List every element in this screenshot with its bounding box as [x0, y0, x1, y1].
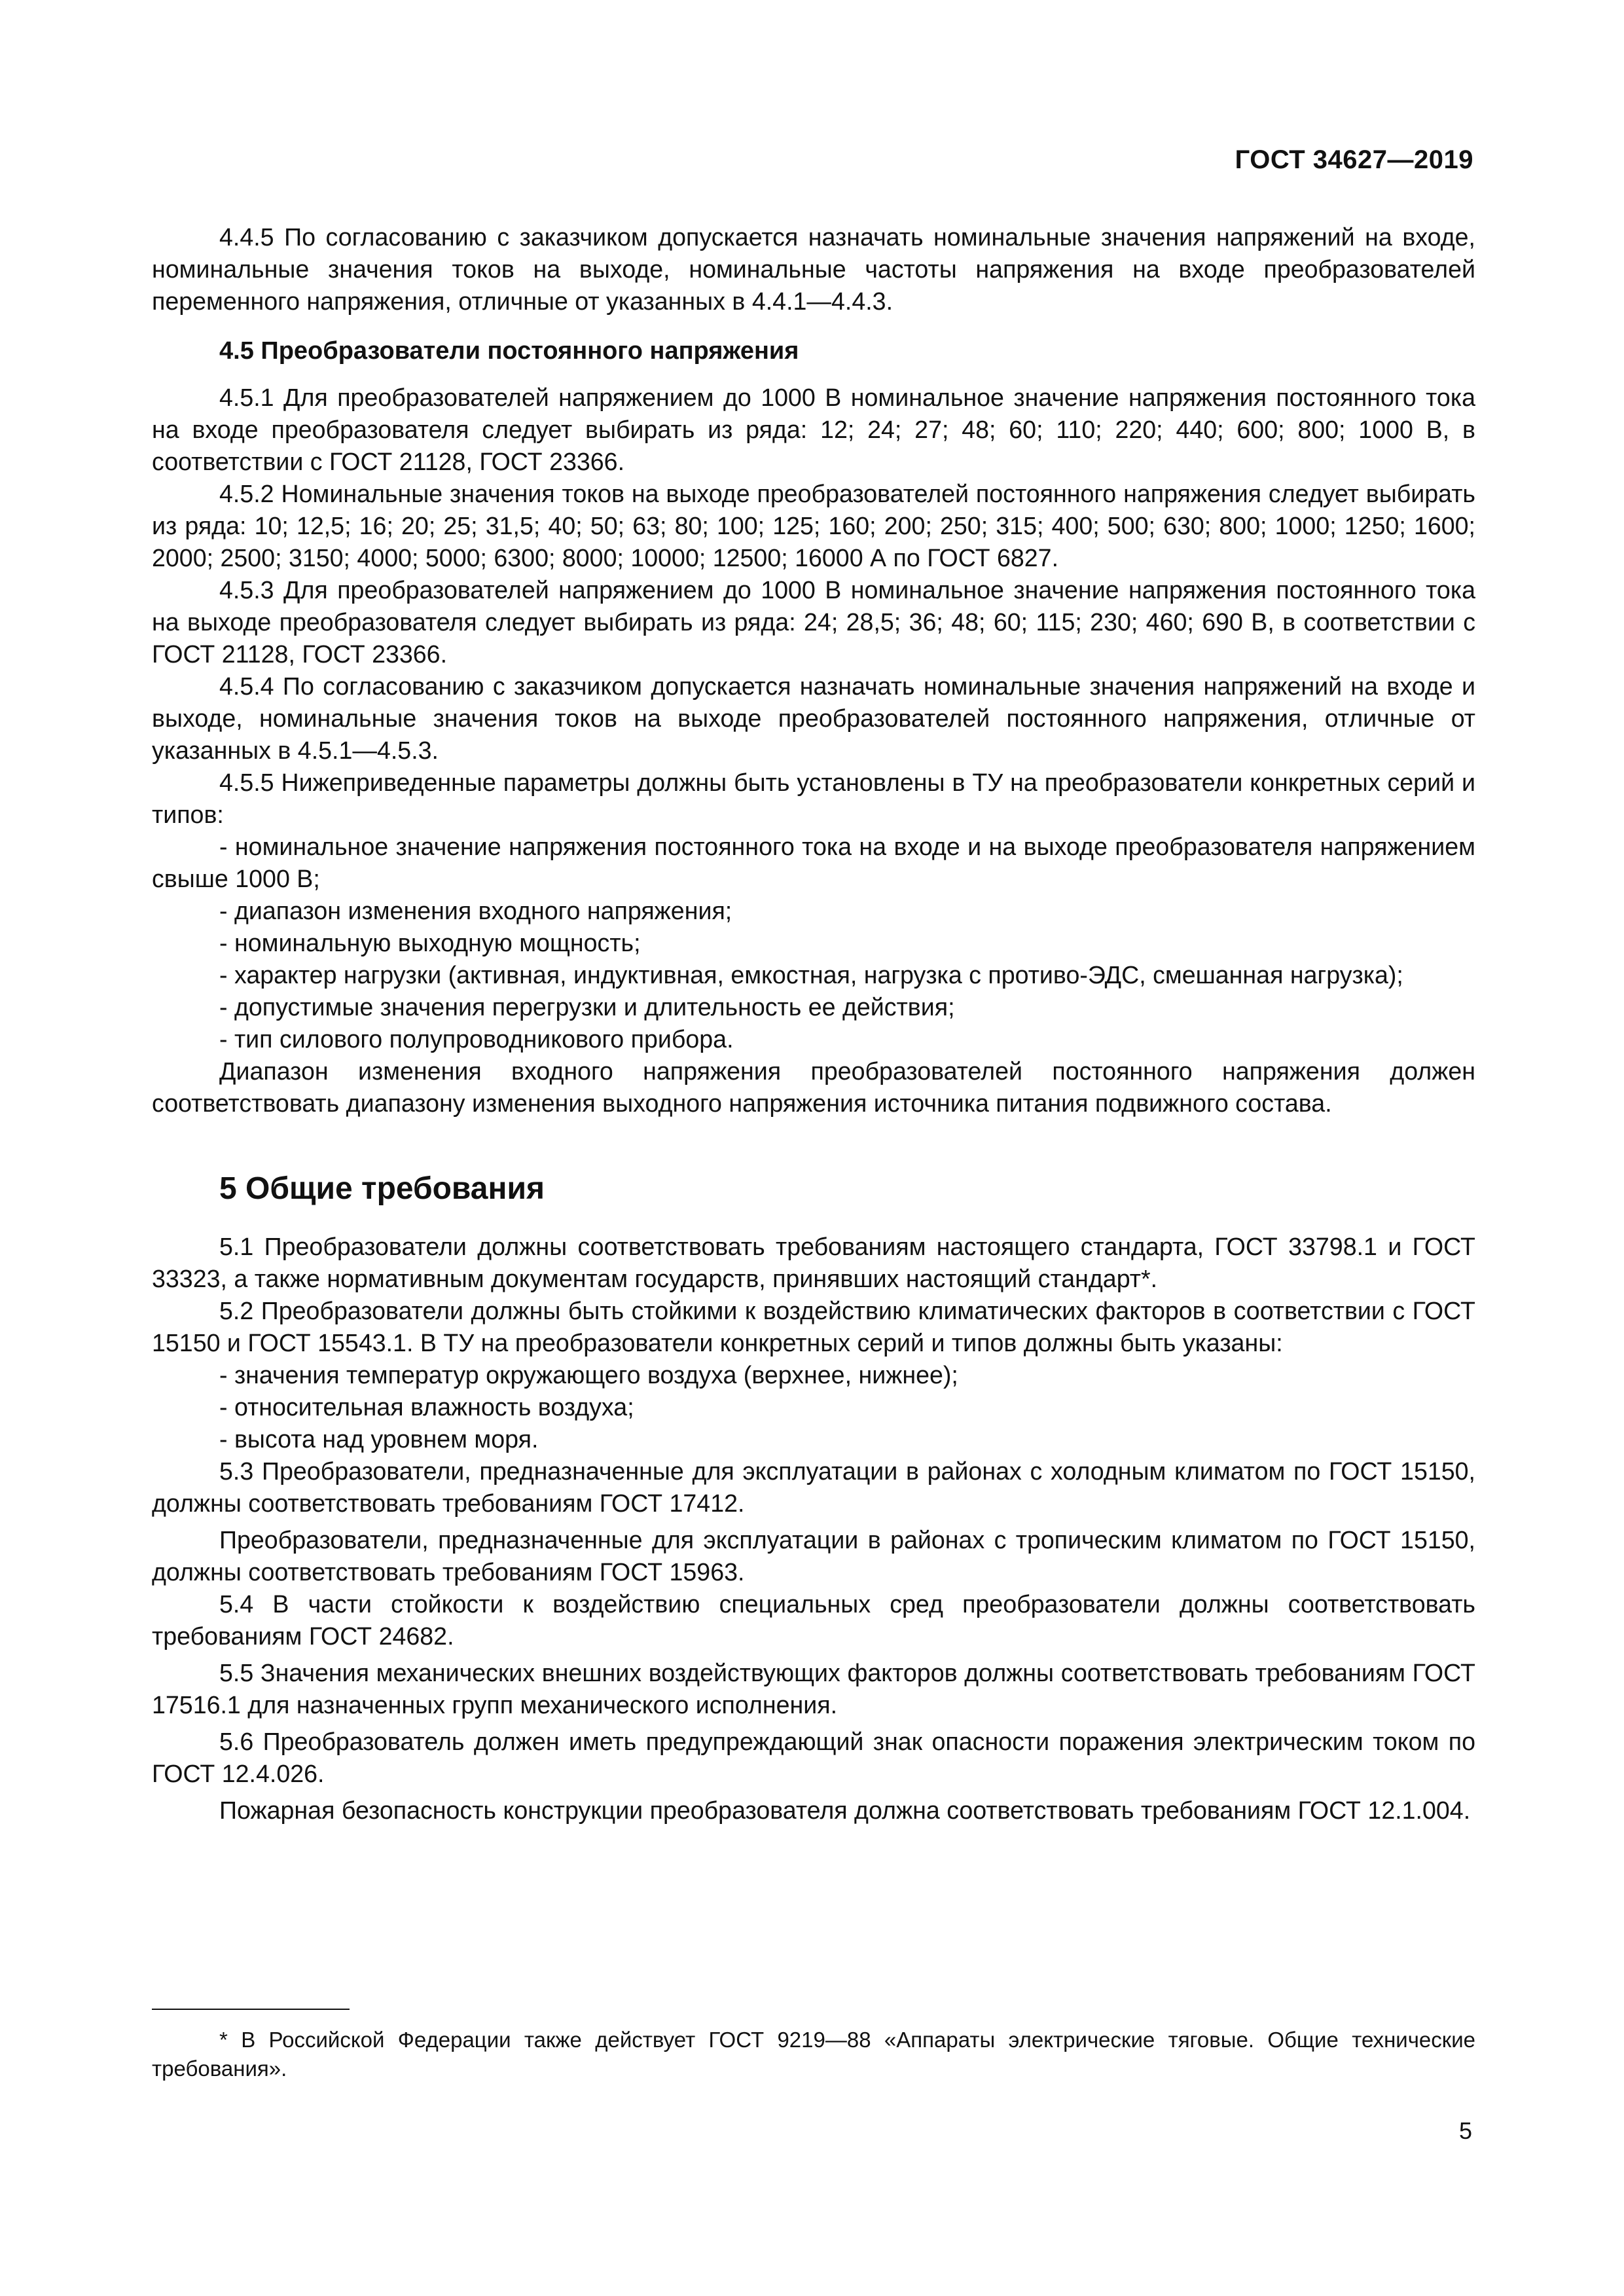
paragraph-4-5-5: 4.5.5 Нижеприведенные параметры должны быть установлены в ТУ на преобразователи конкретных серий и типов: [152, 769, 1475, 828]
paragraph-4-5-1: 4.5.1 Для преобразователей напряжением до 1000 В номинальное значение напряжения постоянного тока на входе преобразователя следует выбирать из ряда: 12; 24; 27; 48; 60; 110; 220; 440; 600; 800; 1000 В, в соответствии с ГОСТ 21128, ГОСТ 23366. [152, 384, 1475, 475]
list-item: - номинальное значение напряжения постоянного тока на входе и на выходе преобразователя напряжением свыше 1000 В; [152, 833, 1475, 892]
paragraph-4-5-5-tail: Диапазон изменения входного напряжения преобразователей постоянного напряжения должен соответствовать диапазону изменения выходного напряжения источника питания подвижного состава. [152, 1057, 1475, 1117]
paragraph-5-1: 5.1 Преобразователи должны соответствовать требованиям настоящего стандарта, ГОСТ 33798.1 и ГОСТ 33323, а также нормативным документам государств, принявших настоящий стандарт*. [152, 1233, 1475, 1292]
paragraph-5-4: 5.4 В части стойкости к воздействию специальных сред преобразователи должны соответствовать требованиям ГОСТ 24682. [152, 1590, 1475, 1650]
page-number: 5 [1458, 2117, 1472, 2144]
list-item: - высота над уровнем моря. [219, 1425, 539, 1453]
paragraph-4-5-3: 4.5.3 Для преобразователей напряжением до 1000 В номинальное значение напряжения постоянного тока на выходе преобразователя следует выбирать из ряда: 24; 28,5; 36; 48; 60; 115; 230; 460; 690 В, в соответствии с ГОСТ 21128, ГОСТ 23366. [152, 576, 1475, 668]
paragraph-5-5: 5.5 Значения механических внешних воздействующих факторов должны соответствовать требованиям ГОСТ 17516.1 для назначенных групп механического исполнения. [152, 1659, 1475, 1719]
heading-4-5: 4.5 Преобразователи постоянного напряжения [219, 337, 799, 365]
list-item: - относительная влажность воздуха; [219, 1393, 634, 1421]
paragraph-4-5-2: 4.5.2 Номинальные значения токов на выходе преобразователей постоянного напряжения следует выбирать из ряда: 10; 12,5; 16; 20; 25; 31,5; 40; 50; 63; 80; 100; 125; 160; 200; 250; 315; 400; 500; 630; 800; 1000; 1250; 1600; 2000; 2500; 3150; 4000; 5000; 6300; 8000; 10000; 12500; 16000 А по ГОСТ 6827. [152, 480, 1475, 572]
heading-5: 5 Общие требования [219, 1171, 545, 1206]
list-item: - тип силового полупроводникового прибора. [219, 1025, 734, 1053]
list-item: - характер нагрузки (активная, индуктивная, емкостная, нагрузка с противо-ЭДС, смешанная нагрузка); [219, 961, 1403, 989]
paragraph-5-3-b: Преобразователи, предназначенные для эксплуатации в районах с тропическим климатом по ГОСТ 15150, должны соответствовать требованиям ГОСТ 15963. [152, 1526, 1475, 1586]
document-body [152, 221, 1475, 1827]
footnote-divider [152, 2009, 350, 2010]
standard-code-header: ГОСТ 34627—2019 [1235, 145, 1473, 174]
paragraph-4-4-5: 4.4.5 По согласованию с заказчиком допускается назначать номинальные значения напряжений на входе, номинальные значения токов на выходе, номинальные частоты напряжения на входе преобразователей переменного напряжения, отличные от указанных в 4.4.1—4.4.3. [152, 223, 1475, 315]
paragraph-5-2: 5.2 Преобразователи должны быть стойкими к воздействию климатических факторов в соответствии с ГОСТ 15150 и ГОСТ 15543.1. В ТУ на преобразователи конкретных серий и типов должны быть указаны: [152, 1297, 1475, 1357]
paragraph-5-3: 5.3 Преобразователи, предназначенные для эксплуатации в районах с холодным климатом по ГОСТ 15150, должны соответствовать требованиям ГОСТ 17412. [152, 1457, 1475, 1517]
list-item: - номинальную выходную мощность; [219, 929, 641, 957]
footnote: * В Российской Федерации также действует ГОСТ 9219—88 «Аппараты электрические тяговые. Общие технические требования». [152, 2028, 1475, 2081]
list-item: - значения температур окружающего воздуха (верхнее, нижнее); [219, 1361, 958, 1389]
paragraph-5-6: 5.6 Преобразователь должен иметь предупреждающий знак опасности поражения электрическим током по ГОСТ 12.4.026. [152, 1728, 1475, 1787]
paragraph-5-6-b: Пожарная безопасность конструкции преобразователя должна соответствовать требованиям ГОСТ 12.1.004. [219, 1796, 1471, 1824]
list-item: - диапазон изменения входного напряжения; [219, 897, 732, 924]
paragraph-4-5-4: 4.5.4 По согласованию с заказчиком допускается назначать номинальные значения напряжений на входе и выходе, номинальные значения токов на выходе преобразователей постоянного напряжения, отличные от указанных в 4.5.1—4.5.3. [152, 672, 1475, 764]
list-item: - допустимые значения перегрузки и длительность ее действия; [219, 993, 955, 1021]
